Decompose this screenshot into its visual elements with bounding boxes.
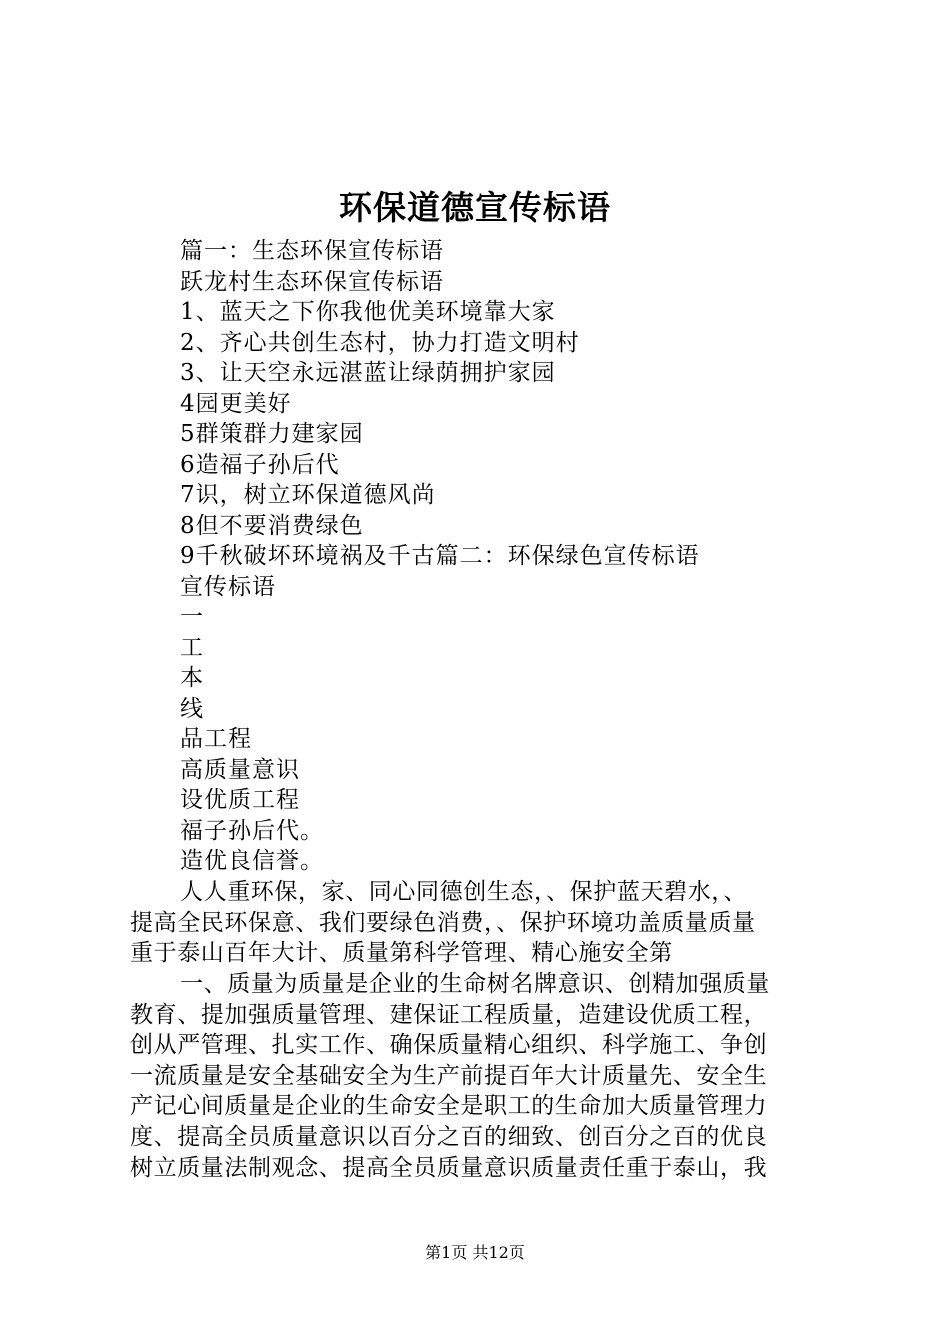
slogan-line: 设优质工程 (180, 787, 300, 813)
paragraph-line: 创从严管理、扎实工作、确保质量精心组织、科学施工、争创 (130, 1032, 768, 1059)
slogan-line: 1、蓝天之下你我他优美环境靠大家 (180, 299, 556, 325)
page-footer: 第1页 共12页 (425, 1243, 525, 1262)
slogan-line: 品工程 (180, 726, 252, 752)
paragraph-line: 产记心间质量是企业的生命安全是职工的生命加大质量管理力 (130, 1093, 768, 1120)
paragraph-line: 一流质量是安全基础安全为生产前提百年大计质量先、安全生 (130, 1062, 768, 1089)
slogan-line: 3、让天空永远湛蓝让绿荫拥护家园 (180, 360, 556, 386)
slogan-line: 9千秋破坏环境祸及千古篇二：环保绿色宣传标语 (180, 543, 700, 569)
slogan-line: 高质量意识 (180, 756, 300, 783)
paragraph-line: 重于泰山百年大计、质量第科学管理、精心施安全第 (130, 940, 673, 967)
paragraph-line: 一、质量为质量是企业的生命树名牌意识、创精加强质量 (180, 971, 770, 997)
slogan-line: 福子孙后代。 (180, 817, 324, 844)
slogan-line: 6造福子孙后代 (180, 451, 340, 478)
body-paragraph-2 (130, 969, 830, 1183)
slogan-line: 宣传标语 (180, 573, 276, 600)
paragraph-line: 树立质量法制观念、提高全员质量意识质量责任重于泰山，我 (130, 1154, 768, 1181)
slogan-line: 跃龙村生态环保宣传标语 (180, 268, 444, 295)
paragraph-line: 提高全民环保意、我们要绿色消费，、保护环境功盖质量质量 (130, 909, 756, 936)
slogan-line: 7识，树立环保道德风尚 (180, 482, 436, 508)
slogan-line: 本 (180, 665, 204, 691)
paragraph-line: 教育、提加强质量管理、建保证工程质量，造建设优质工程， (130, 1001, 768, 1028)
slogan-line: 一 (180, 604, 204, 630)
slogan-line: 8但不要消费绿色 (180, 512, 364, 539)
slogan-line: 篇一：生态环保宣传标语 (180, 238, 444, 264)
slogan-line: 2、齐心共创生态村，协力打造文明村 (180, 329, 580, 356)
slogan-list (180, 236, 880, 877)
slogan-line: 5群策群力建家园 (180, 421, 364, 447)
paragraph-line: 度、提高全员质量意识以百分之百的细致、创百分之百的优良 (130, 1123, 768, 1150)
document-title: 环保道德宣传标语 (339, 188, 611, 227)
slogan-line: 4园更美好 (180, 390, 292, 417)
slogan-line: 工 (180, 634, 204, 661)
paragraph-line: 人人重环保，家、同心同德创生态，、保护蓝天碧水，、 (180, 879, 747, 905)
slogan-line: 线 (180, 695, 204, 722)
slogan-line: 造优良信誉。 (180, 848, 324, 874)
body-paragraph-1 (130, 877, 830, 969)
